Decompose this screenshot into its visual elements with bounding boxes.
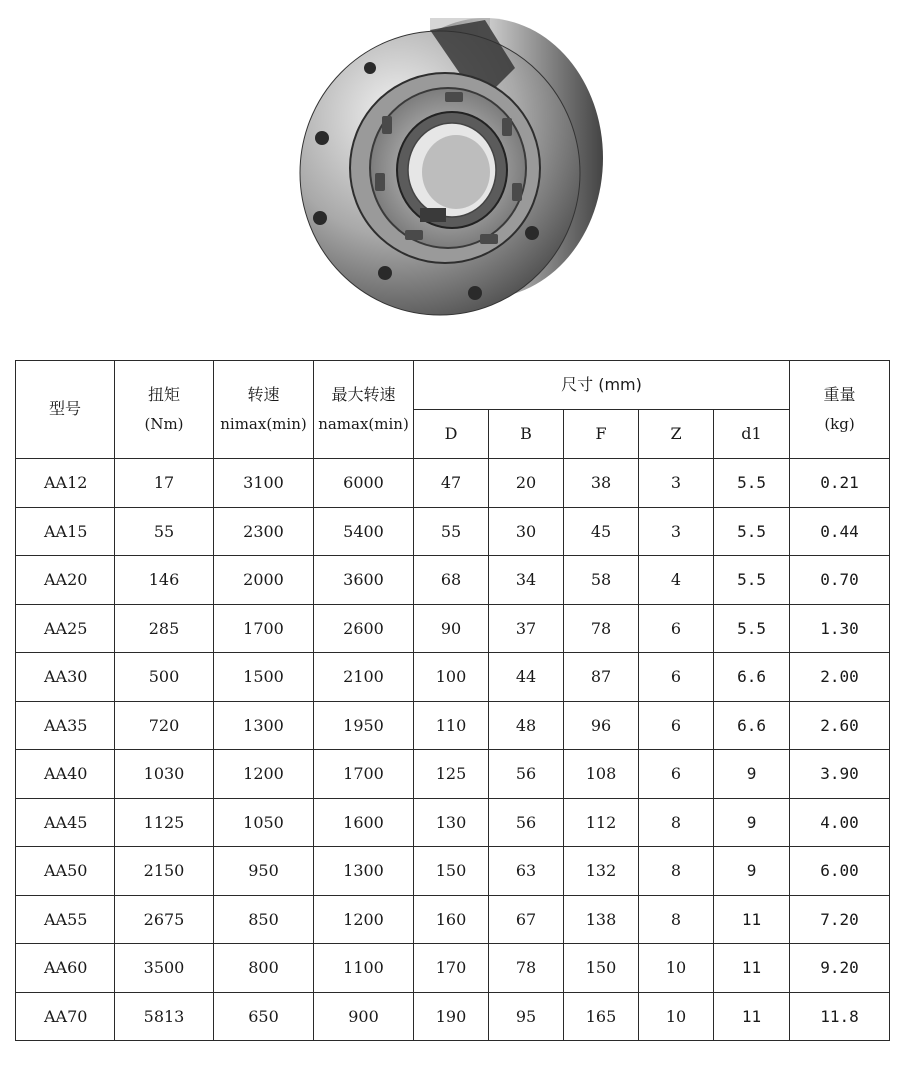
cell-model: AA50 (16, 847, 115, 896)
cell-torque: 1030 (115, 750, 214, 799)
cell-dim-d1: 5.5 (714, 556, 790, 605)
cell-speed: 650 (214, 992, 314, 1041)
cell-dim-d1: 5.5 (714, 459, 790, 508)
cell-dim-b: 30 (489, 507, 564, 556)
header-torque: 扭矩 (Nm) (115, 361, 214, 459)
cell-dim-b: 56 (489, 750, 564, 799)
cell-dim-z: 6 (639, 653, 714, 702)
cell-max-speed: 1200 (314, 895, 414, 944)
cell-dim-d1: 11 (714, 944, 790, 993)
header-dim-b: B (489, 410, 564, 459)
cell-model: AA60 (16, 944, 115, 993)
table-row (16, 944, 890, 993)
cell-dim-d1: 9 (714, 847, 790, 896)
cell-dim-d: 160 (414, 895, 489, 944)
cell-dim-z: 8 (639, 847, 714, 896)
cell-max-speed: 900 (314, 992, 414, 1041)
cell-max-speed: 1100 (314, 944, 414, 993)
cell-weight: 0.44 (790, 507, 890, 556)
cell-speed: 1500 (214, 653, 314, 702)
cell-dim-f: 165 (564, 992, 639, 1041)
cell-max-speed: 1600 (314, 798, 414, 847)
header-dim-f: F (564, 410, 639, 459)
cell-torque: 720 (115, 701, 214, 750)
cell-dim-z: 4 (639, 556, 714, 605)
header-dimensions: 尺寸 (mm) (414, 361, 790, 410)
cell-speed: 2000 (214, 556, 314, 605)
cell-weight: 7.20 (790, 895, 890, 944)
cell-max-speed: 6000 (314, 459, 414, 508)
cell-dim-z: 6 (639, 701, 714, 750)
table-row (16, 507, 890, 556)
cell-dim-d: 47 (414, 459, 489, 508)
cell-dim-f: 138 (564, 895, 639, 944)
cell-dim-f: 58 (564, 556, 639, 605)
cell-dim-z: 6 (639, 604, 714, 653)
cell-dim-d1: 11 (714, 992, 790, 1041)
table-row (16, 604, 890, 653)
cell-dim-d1: 11 (714, 895, 790, 944)
cell-speed: 800 (214, 944, 314, 993)
cell-torque: 2150 (115, 847, 214, 896)
cell-max-speed: 5400 (314, 507, 414, 556)
clutch-product-image (280, 8, 620, 318)
cell-torque: 17 (115, 459, 214, 508)
cell-dim-d1: 6.6 (714, 701, 790, 750)
cell-max-speed: 2100 (314, 653, 414, 702)
cell-weight: 0.70 (790, 556, 890, 605)
cell-dim-f: 45 (564, 507, 639, 556)
cell-dim-b: 44 (489, 653, 564, 702)
cell-weight: 1.30 (790, 604, 890, 653)
cell-dim-f: 96 (564, 701, 639, 750)
cell-dim-z: 10 (639, 944, 714, 993)
cell-model: AA70 (16, 992, 115, 1041)
table-row (16, 895, 890, 944)
cell-dim-f: 112 (564, 798, 639, 847)
cell-dim-d: 150 (414, 847, 489, 896)
cell-weight: 0.21 (790, 459, 890, 508)
cell-dim-f: 38 (564, 459, 639, 508)
cell-speed: 1300 (214, 701, 314, 750)
cell-dim-f: 108 (564, 750, 639, 799)
cell-dim-d1: 5.5 (714, 507, 790, 556)
spec-table (15, 360, 890, 1041)
cell-dim-z: 10 (639, 992, 714, 1041)
table-row (16, 556, 890, 605)
cell-weight: 6.00 (790, 847, 890, 896)
cell-dim-d: 130 (414, 798, 489, 847)
cell-dim-d: 190 (414, 992, 489, 1041)
cell-model: AA20 (16, 556, 115, 605)
header-weight: 重量 (kg) (790, 361, 890, 459)
table-row (16, 798, 890, 847)
cell-dim-d: 100 (414, 653, 489, 702)
cell-dim-b: 37 (489, 604, 564, 653)
cell-torque: 500 (115, 653, 214, 702)
cell-dim-d1: 6.6 (714, 653, 790, 702)
cell-dim-b: 56 (489, 798, 564, 847)
cell-dim-z: 6 (639, 750, 714, 799)
cell-speed: 3100 (214, 459, 314, 508)
cell-dim-d1: 5.5 (714, 604, 790, 653)
cell-dim-b: 34 (489, 556, 564, 605)
cell-speed: 1200 (214, 750, 314, 799)
cell-dim-f: 150 (564, 944, 639, 993)
cell-speed: 1050 (214, 798, 314, 847)
cell-weight: 3.90 (790, 750, 890, 799)
cell-model: AA40 (16, 750, 115, 799)
cell-dim-b: 63 (489, 847, 564, 896)
cell-dim-f: 78 (564, 604, 639, 653)
cell-dim-d: 110 (414, 701, 489, 750)
table-header-row (16, 361, 890, 410)
table-row (16, 459, 890, 508)
cell-torque: 1125 (115, 798, 214, 847)
cell-speed: 950 (214, 847, 314, 896)
cell-dim-z: 3 (639, 507, 714, 556)
cell-speed: 2300 (214, 507, 314, 556)
table-row (16, 847, 890, 896)
cell-torque: 3500 (115, 944, 214, 993)
table-row (16, 653, 890, 702)
cell-model: AA35 (16, 701, 115, 750)
header-model: 型号 (16, 361, 115, 459)
cell-dim-b: 78 (489, 944, 564, 993)
table-row (16, 750, 890, 799)
header-speed: 转速 nimax(min) (214, 361, 314, 459)
table-row (16, 992, 890, 1041)
cell-dim-d1: 9 (714, 798, 790, 847)
cell-dim-f: 132 (564, 847, 639, 896)
cell-model: AA45 (16, 798, 115, 847)
cell-max-speed: 1700 (314, 750, 414, 799)
cell-dim-f: 87 (564, 653, 639, 702)
cell-dim-d: 68 (414, 556, 489, 605)
cell-dim-d: 55 (414, 507, 489, 556)
cell-dim-b: 20 (489, 459, 564, 508)
header-dim-d: D (414, 410, 489, 459)
cell-model: AA55 (16, 895, 115, 944)
cell-dim-d: 125 (414, 750, 489, 799)
cell-dim-b: 67 (489, 895, 564, 944)
cell-torque: 5813 (115, 992, 214, 1041)
cell-max-speed: 3600 (314, 556, 414, 605)
cell-dim-d1: 9 (714, 750, 790, 799)
header-dim-d1: d1 (714, 410, 790, 459)
cell-dim-z: 3 (639, 459, 714, 508)
cell-max-speed: 1300 (314, 847, 414, 896)
cell-weight: 4.00 (790, 798, 890, 847)
cell-dim-b: 48 (489, 701, 564, 750)
cell-model: AA12 (16, 459, 115, 508)
cell-torque: 146 (115, 556, 214, 605)
cell-dim-b: 95 (489, 992, 564, 1041)
table-row (16, 701, 890, 750)
header-dim-z: Z (639, 410, 714, 459)
cell-weight: 2.00 (790, 653, 890, 702)
cell-model: AA25 (16, 604, 115, 653)
cell-dim-z: 8 (639, 798, 714, 847)
cell-torque: 2675 (115, 895, 214, 944)
cell-max-speed: 1950 (314, 701, 414, 750)
header-max-speed: 最大转速 namax(min) (314, 361, 414, 459)
cell-max-speed: 2600 (314, 604, 414, 653)
cell-speed: 1700 (214, 604, 314, 653)
cell-model: AA30 (16, 653, 115, 702)
cell-torque: 285 (115, 604, 214, 653)
cell-model: AA15 (16, 507, 115, 556)
cell-weight: 2.60 (790, 701, 890, 750)
cell-weight: 9.20 (790, 944, 890, 993)
cell-speed: 850 (214, 895, 314, 944)
cell-torque: 55 (115, 507, 214, 556)
cell-dim-d: 90 (414, 604, 489, 653)
cell-dim-z: 8 (639, 895, 714, 944)
cell-weight: 11.8 (790, 992, 890, 1041)
cell-dim-d: 170 (414, 944, 489, 993)
